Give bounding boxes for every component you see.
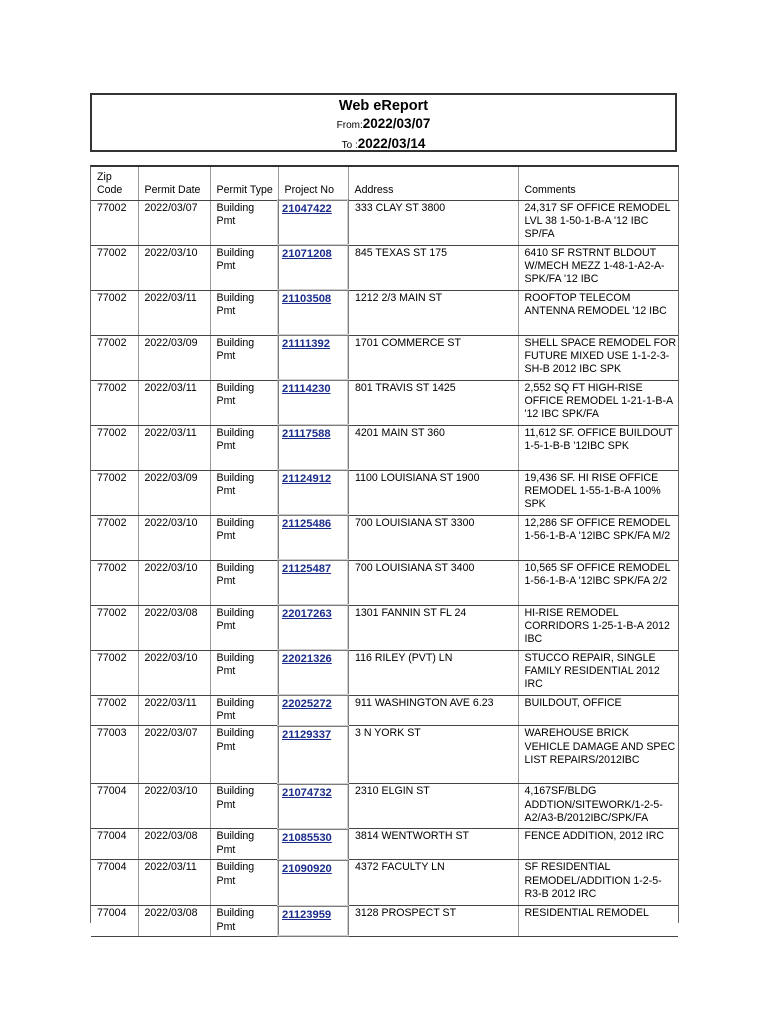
table-row [91,650,678,695]
comments-cell: STUCCO REPAIR, SINGLE FAMILY RESIDENTIAL 2012 IRC [518,650,678,695]
address-cell: 4372 FACULTY LN [348,860,518,906]
project-link[interactable]: 22025272 [282,698,332,710]
permit-date-cell: 2022/03/09 [138,470,210,515]
address-cell: 3814 WENTWORTH ST [348,829,518,860]
table-row [91,784,678,829]
table-row [91,335,678,380]
comments-cell: SHELL SPACE REMODEL FOR FUTURE MIXED USE 1-1-2-3-SH-B 2012 IBC SPK [518,335,678,380]
permit-type-cell: Building Pmt [210,860,278,906]
permit-type-cell: Building Pmt [210,290,278,335]
address-cell: 1301 FANNIN ST FL 24 [348,605,518,650]
from-line [92,115,675,135]
project-link[interactable]: 22017263 [282,608,332,620]
project-link[interactable]: 21085530 [282,831,332,844]
zip-cell: 77002 [91,290,138,335]
column-header-comments: Comments [518,167,678,200]
project-link[interactable]: 21125486 [282,518,332,530]
project-no-cell [278,335,348,380]
project-no-cell [278,726,348,784]
table-row [91,605,678,650]
permit-date-cell: 2022/03/11 [138,695,210,726]
comments-cell: 19,436 SF. HI RISE OFFICE REMODEL 1-55-1-B-A 100% SPK [518,470,678,515]
column-header-zip: Zip Code [91,167,138,200]
table-row [91,470,678,515]
permit-date-cell: 2022/03/10 [138,515,210,560]
zip-cell: 77004 [91,860,138,906]
permit-date-cell: 2022/03/07 [138,726,210,784]
project-link[interactable]: 21074732 [282,786,332,799]
permit-type-cell: Building Pmt [210,605,278,650]
address-cell: 845 TEXAS ST 175 [348,245,518,290]
comments-cell: 24,317 SF OFFICE REMODEL LVL 38 1-50-1-B-A '12 IBC SP/FA [518,200,678,245]
comments-cell: SF RESIDENTIAL REMODEL/ADDITION 1-2-5-R3-B 2012 IRC [518,860,678,906]
zip-cell: 77002 [91,245,138,290]
from-date: 2022/03/07 [362,116,431,131]
permit-type-cell: Building Pmt [210,906,278,937]
address-cell: 116 RILEY (PVT) LN [348,650,518,695]
permit-type-cell: Building Pmt [210,650,278,695]
address-cell: 911 WASHINGTON AVE 6.23 [348,695,518,726]
comments-cell: 2,552 SQ FT HIGH-RISE OFFICE REMODEL 1-21-1-B-A '12 IBC SPK/FA [518,380,678,425]
zip-cell: 77002 [91,515,138,560]
table-row [91,829,678,860]
project-link[interactable]: 21071208 [282,248,332,260]
project-link[interactable]: 21047422 [282,203,332,215]
column-header-date: Permit Date [138,167,210,200]
project-no-cell [278,245,348,290]
report-header [90,93,677,152]
project-link[interactable]: 21117588 [282,428,331,440]
permit-date-cell: 2022/03/11 [138,290,210,335]
comments-cell: 11,612 SF. OFFICE BUILDOUT 1-5-1-B-B '12IBC SPK [518,425,678,470]
zip-cell: 77002 [91,425,138,470]
address-cell: 3 N YORK ST [348,726,518,784]
zip-cell: 77002 [91,650,138,695]
permit-type-cell: Building Pmt [210,829,278,860]
project-link[interactable]: 21090920 [282,862,332,875]
to-label: To : [341,140,358,151]
zip-cell: 77002 [91,605,138,650]
comments-cell: WAREHOUSE BRICK VEHICLE DAMAGE AND SPEC LIST REPAIRS/2012IBC [518,726,678,784]
project-no-cell [278,425,348,470]
comments-cell: BUILDOUT, OFFICE [518,695,678,726]
address-cell: 333 CLAY ST 3800 [348,200,518,245]
project-no-cell [278,290,348,335]
zip-cell: 77002 [91,200,138,245]
address-cell: 1100 LOUISIANA ST 1900 [348,470,518,515]
permit-type-cell: Building Pmt [210,380,278,425]
permit-date-cell: 2022/03/10 [138,245,210,290]
permit-type-cell: Building Pmt [210,245,278,290]
permit-type-cell: Building Pmt [210,470,278,515]
comments-cell: FENCE ADDITION, 2012 IRC [518,829,678,860]
project-no-cell [278,470,348,515]
zip-cell: 77002 [91,470,138,515]
table-row [91,290,678,335]
zip-cell: 77002 [91,380,138,425]
permit-date-cell: 2022/03/08 [138,605,210,650]
address-cell: 3128 PROSPECT ST [348,906,518,937]
comments-cell: 6410 SF RSTRNT BLDOUT W/MECH MEZZ 1-48-1-A2-A-SPK/FA '12 IBC [518,245,678,290]
permit-table-container [90,165,679,933]
permit-type-cell: Building Pmt [210,560,278,605]
comments-cell: HI-RISE REMODEL CORRIDORS 1-25-1-B-A 2012 IBC [518,605,678,650]
table-row [91,380,678,425]
permit-type-cell: Building Pmt [210,726,278,784]
to-line [92,135,675,155]
address-cell: 700 LOUISIANA ST 3300 [348,515,518,560]
permit-date-cell: 2022/03/11 [138,380,210,425]
zip-cell: 77003 [91,726,138,784]
permit-date-cell: 2022/03/08 [138,829,210,860]
comments-cell: RESIDENTIAL REMODEL [518,906,678,937]
permit-type-cell: Building Pmt [210,200,278,245]
permit-date-cell: 2022/03/09 [138,335,210,380]
project-link[interactable]: 21114230 [282,383,331,395]
permit-date-cell: 2022/03/10 [138,784,210,829]
permit-date-cell: 2022/03/11 [138,860,210,906]
address-cell: 801 TRAVIS ST 1425 [348,380,518,425]
project-no-cell [278,906,348,937]
project-link[interactable]: 21129337 [282,728,332,741]
permit-date-cell: 2022/03/08 [138,906,210,937]
zip-cell: 77004 [91,784,138,829]
project-no-cell [278,515,348,560]
table-row [91,245,678,290]
project-no-cell [278,200,348,245]
comments-cell: ROOFTOP TELECOM ANTENNA REMODEL '12 IBC [518,290,678,335]
table-row [91,906,678,937]
table-header-row [91,167,678,200]
address-cell: 4201 MAIN ST 360 [348,425,518,470]
project-no-cell [278,380,348,425]
project-no-cell [278,860,348,906]
column-header-address: Address [348,167,518,200]
permit-date-cell: 2022/03/11 [138,425,210,470]
table-row [91,200,678,245]
table-row [91,515,678,560]
project-no-cell [278,605,348,650]
project-link[interactable]: 21111392 [282,338,330,350]
address-cell: 1701 COMMERCE ST [348,335,518,380]
project-link[interactable]: 21125487 [282,563,332,575]
from-label: From: [336,120,363,131]
permit-table [91,167,678,937]
permit-type-cell: Building Pmt [210,515,278,560]
permit-date-cell: 2022/03/07 [138,200,210,245]
table-row [91,726,678,784]
project-link[interactable]: 21103508 [282,293,332,305]
project-no-cell [278,650,348,695]
project-no-cell [278,695,348,726]
project-no-cell [278,560,348,605]
column-header-type: Permit Type [210,167,278,200]
permit-date-cell: 2022/03/10 [138,560,210,605]
comments-cell: 12,286 SF OFFICE REMODEL 1-56-1-B-A '12IBC SPK/FA M/2 [518,515,678,560]
zip-cell: 77002 [91,560,138,605]
address-cell: 1212 2/3 MAIN ST [348,290,518,335]
comments-cell: 10,565 SF OFFICE REMODEL 1-56-1-B-A '12IBC SPK/FA 2/2 [518,560,678,605]
table-row [91,560,678,605]
project-link[interactable]: 22021326 [282,653,332,665]
project-link[interactable]: 21124912 [282,473,332,485]
permit-type-cell: Building Pmt [210,335,278,380]
comments-cell: 4,167SF/BLDG ADDTION/SITEWORK/1-2-5-A2/A3-B/2012IBC/SPK/FA [518,784,678,829]
table-row [91,860,678,906]
zip-cell: 77004 [91,906,138,937]
zip-cell: 77002 [91,695,138,726]
project-link[interactable]: 21123959 [282,908,332,921]
zip-cell: 77004 [91,829,138,860]
address-cell: 2310 ELGIN ST [348,784,518,829]
permit-type-cell: Building Pmt [210,695,278,726]
permit-type-cell: Building Pmt [210,784,278,829]
address-cell: 700 LOUISIANA ST 3400 [348,560,518,605]
table-row [91,695,678,726]
table-row [91,425,678,470]
project-no-cell [278,784,348,829]
project-no-cell [278,829,348,860]
zip-cell: 77002 [91,335,138,380]
to-date: 2022/03/14 [357,136,426,151]
column-header-project: Project No [278,167,348,200]
permit-type-cell: Building Pmt [210,425,278,470]
report-title: Web eReport [338,98,429,114]
permit-date-cell: 2022/03/10 [138,650,210,695]
